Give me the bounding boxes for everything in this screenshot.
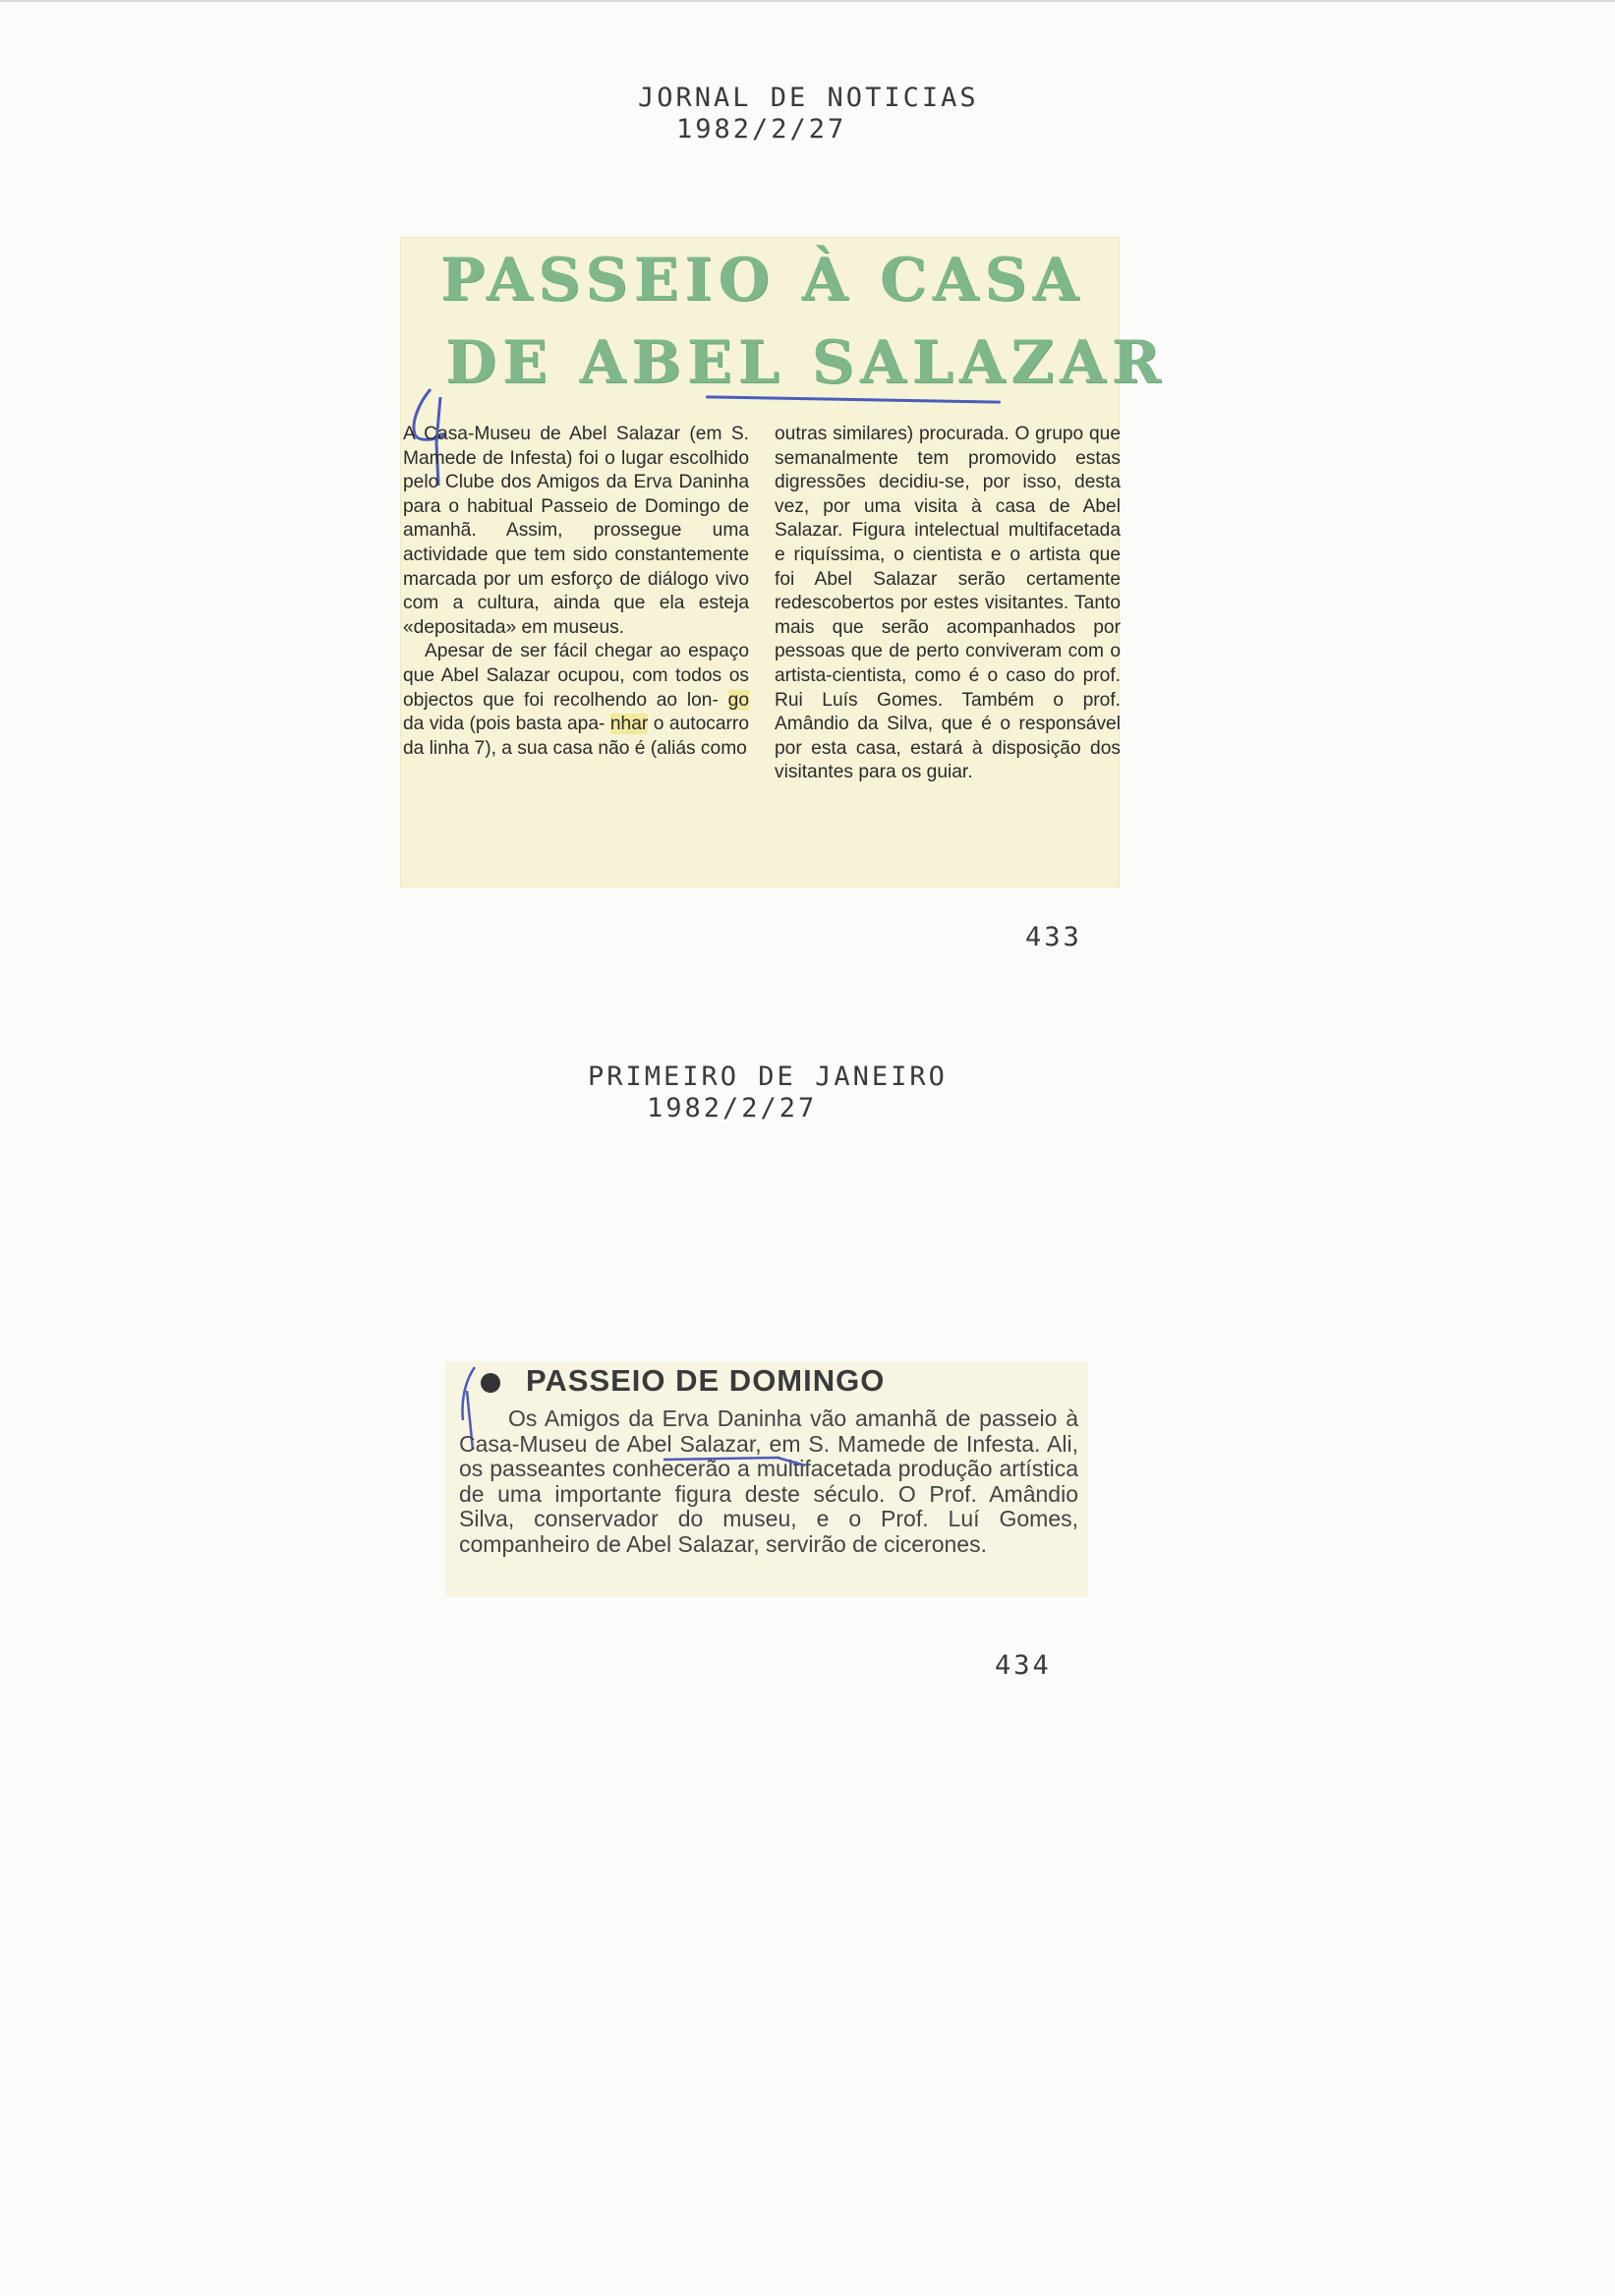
article-column-right	[775, 423, 1121, 785]
article-paragraph: outras similares) procurada. O grupo que semanalmente tem promovido estas digressões decidiu-se, por isso, desta vez, por uma visita à casa de Abel Salazar. Figura intelectual multifacetada e riquíssima, o cientista e o artista que foi Abel Salazar serão certamente redescobertos por estes visitantes. Tanto mais que serão acompanhados por pessoas que de perto conviveram com o artista-cientista, como é o caso do prof. Rui Luís Gomes. Também o prof. Amândio da Silva, que é o responsável por esta casa, estará à disposição dos visitantes para os guiar.	[775, 424, 1121, 783]
source-title-1: JORNAL DE NOTICIAS	[638, 83, 979, 113]
source-date-1: 1982/2/27	[676, 114, 847, 144]
source-date-2: 1982/2/27	[647, 1093, 818, 1123]
clipping-body: Os Amigos da Erva Daninha vão amanhã de passeio à Casa-Museu de Abel Salazar, em S. Mamede de Infesta. Ali, os passeantes conhecerão a multifacetada produção artística de uma importante figura deste século. O Prof. Amândio Silva, conservador do museu, e o Prof. Luí Gomes, companheiro de Abel Salazar, servirão de cicerones.	[459, 1406, 1078, 1557]
article-paragraph: A Casa-Museu de Abel Salazar (em S. Mamede de Infesta) foi o lugar escolhido pelo Clube dos Amigos da Erva Daninha para o habitual Passeio de Domingo de amanhã. Assim, prossegue uma actividade que tem sido constantemente marcada por um esforço de diálogo vivo com a cultura, ainda que ela esteja «depositada» em museus.	[403, 424, 749, 638]
highlighted-text: go	[727, 689, 749, 711]
newspaper-clipping-1	[400, 237, 1167, 888]
page-number-2: 434	[995, 1650, 1052, 1681]
page-top-edge	[0, 0, 1615, 2]
bullet-icon	[481, 1373, 500, 1393]
page-number-1: 433	[1025, 922, 1082, 952]
pen-strike-mark	[662, 1452, 809, 1469]
clipping-title: PASSEIO DE DOMINGO	[526, 1363, 886, 1398]
article-text: da vida (pois basta apa-	[403, 714, 606, 735]
article-text: Apesar de ser fácil chegar ao espaço que Abel Salazar ocupou, com todos os objectos que foi recolhendo ao lon-	[403, 641, 749, 711]
newspaper-clipping-2	[445, 1361, 1088, 1597]
clipping-headline-line1: PASSEIO À CASA	[440, 246, 1085, 315]
article-text: o autocarro da linha 7), a sua casa não é (aliás como	[403, 714, 749, 759]
article-paragraph	[403, 640, 749, 761]
article-column-left	[403, 423, 749, 761]
clipping-headline-line2: DE ABEL SALAZAR	[445, 328, 1167, 397]
highlighted-text: nhar	[609, 714, 649, 735]
source-title-2: PRIMEIRO DE JANEIRO	[588, 1062, 948, 1092]
